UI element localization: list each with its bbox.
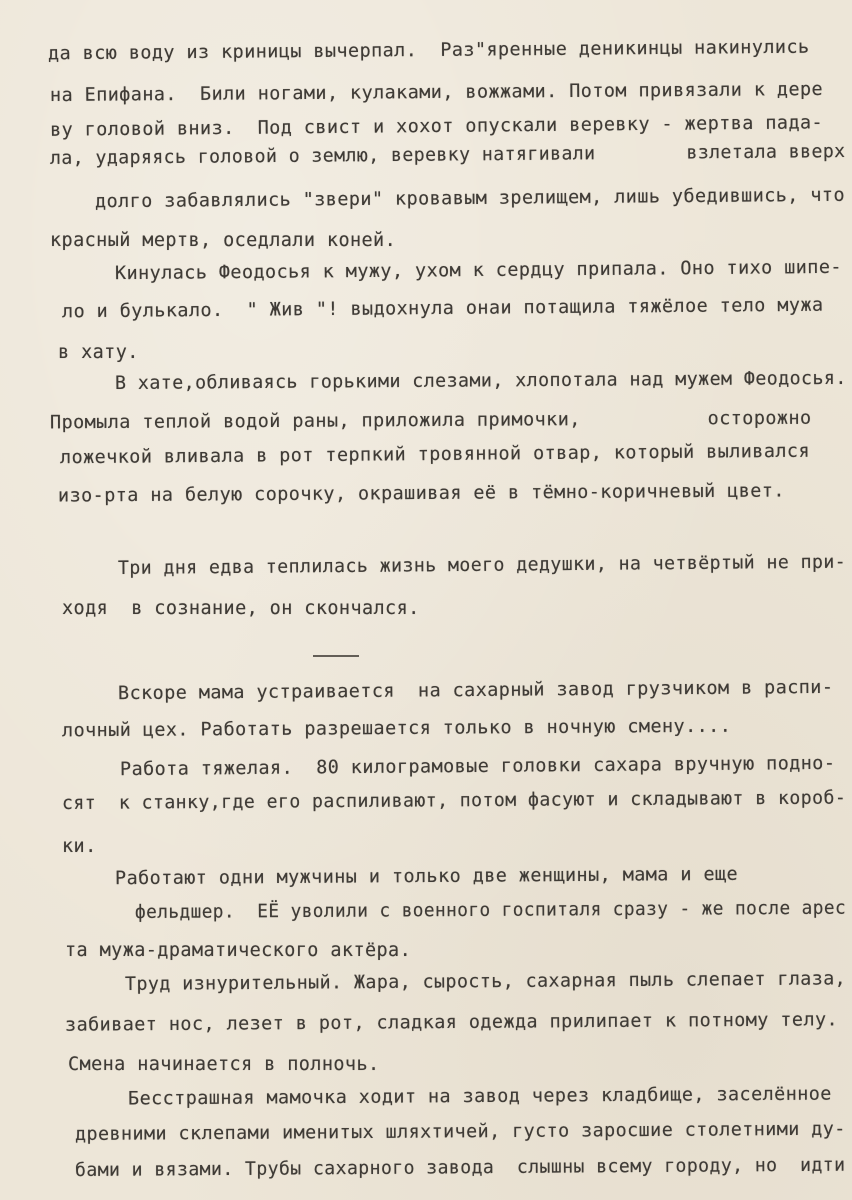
text-line: ходя в сознание, он скончался. (62, 598, 420, 619)
text-line: Бесстрашная мамочка ходит на завод через кладбище, заселённое (127, 1083, 832, 1110)
text-line: ло и булькало. " Жив "! выдохнула онаи потащила тяжёлое тело мужа (61, 294, 824, 323)
text-line: да всю воду из криницы вычерпал. Раз"яренные деникинцы накинулись (47, 36, 810, 65)
text-line: та мужа-драматического актёра. (65, 940, 412, 961)
text-line: Три дня едва теплилась жизнь моего дедушки, на четвёртый не при- (117, 551, 847, 579)
text-line: Промыла теплой водой раны, приложила примочки, осторожно (49, 407, 812, 434)
text-line: забивает нос, лезет в рот, сладкая одежда прилипает к потному телу. (64, 1009, 839, 1036)
text-line: лочный цех. Работать разрешается только в ночную смену.... (61, 715, 732, 742)
text-line: ву головой вниз. Под свист и хохот опускали веревку - жертва пада- (49, 112, 824, 141)
text-line: ложечкой вливала в рот терпкий тровянной отвар, который выливался (59, 440, 811, 469)
text-line: на Епифана. Били ногами, кулаками, вожжами. Потом привязали к дере (49, 78, 824, 107)
text-line: бами и вязами. Трубы сахарного завода слышны всему городу, но идти (74, 1154, 846, 1181)
text-line: ки. (62, 836, 97, 857)
text-line: фельдшер. ЕЁ уволили с военного госпиталя сразу - же после арес (134, 897, 847, 923)
text-line: долго забавлялись "звери" кровавым зрелищем, лишь убедившись, что (94, 184, 846, 213)
text-line: Смена начинается в полночь. (68, 1054, 380, 1075)
text-line: Кинулась Феодосья к мужу, ухом к сердцу припала. Оно тихо шипе- (114, 256, 842, 285)
text-line: изо-рта на белую сорочку, окрашивая её в тёмно-коричневый цвет. (57, 480, 785, 507)
section-divider (313, 655, 359, 657)
text-line: ла, ударяясь головой о землю, веревку натягивали взлетала вверх (49, 141, 846, 169)
text-line: Вскоре мама устраивается на сахарный завод грузчиком в распи- (117, 676, 834, 705)
text-line: Работают одни мужчины и только две женщины, мама и еще (114, 863, 739, 890)
text-line: В хате,обливаясь горькими слезами, хлопотала над мужем Феодосья. (114, 367, 847, 394)
text-line: сят к станку,где его распиливают, потом фасуют и складывают в короб- (61, 787, 847, 814)
text-line: Работа тяжелая. 80 килограмовые головки сахара вручную подно- (119, 752, 836, 781)
text-line: в хату. (58, 342, 139, 363)
text-line: древними склепами именитых шляхтичей, густо заросшие столетними ду- (74, 1118, 846, 1145)
text-line: Труд изнурительный. Жара, сырость, сахарная пыль слепает глаза, (124, 968, 847, 995)
text-line: красный мертв, оседлали коней. (50, 230, 397, 251)
